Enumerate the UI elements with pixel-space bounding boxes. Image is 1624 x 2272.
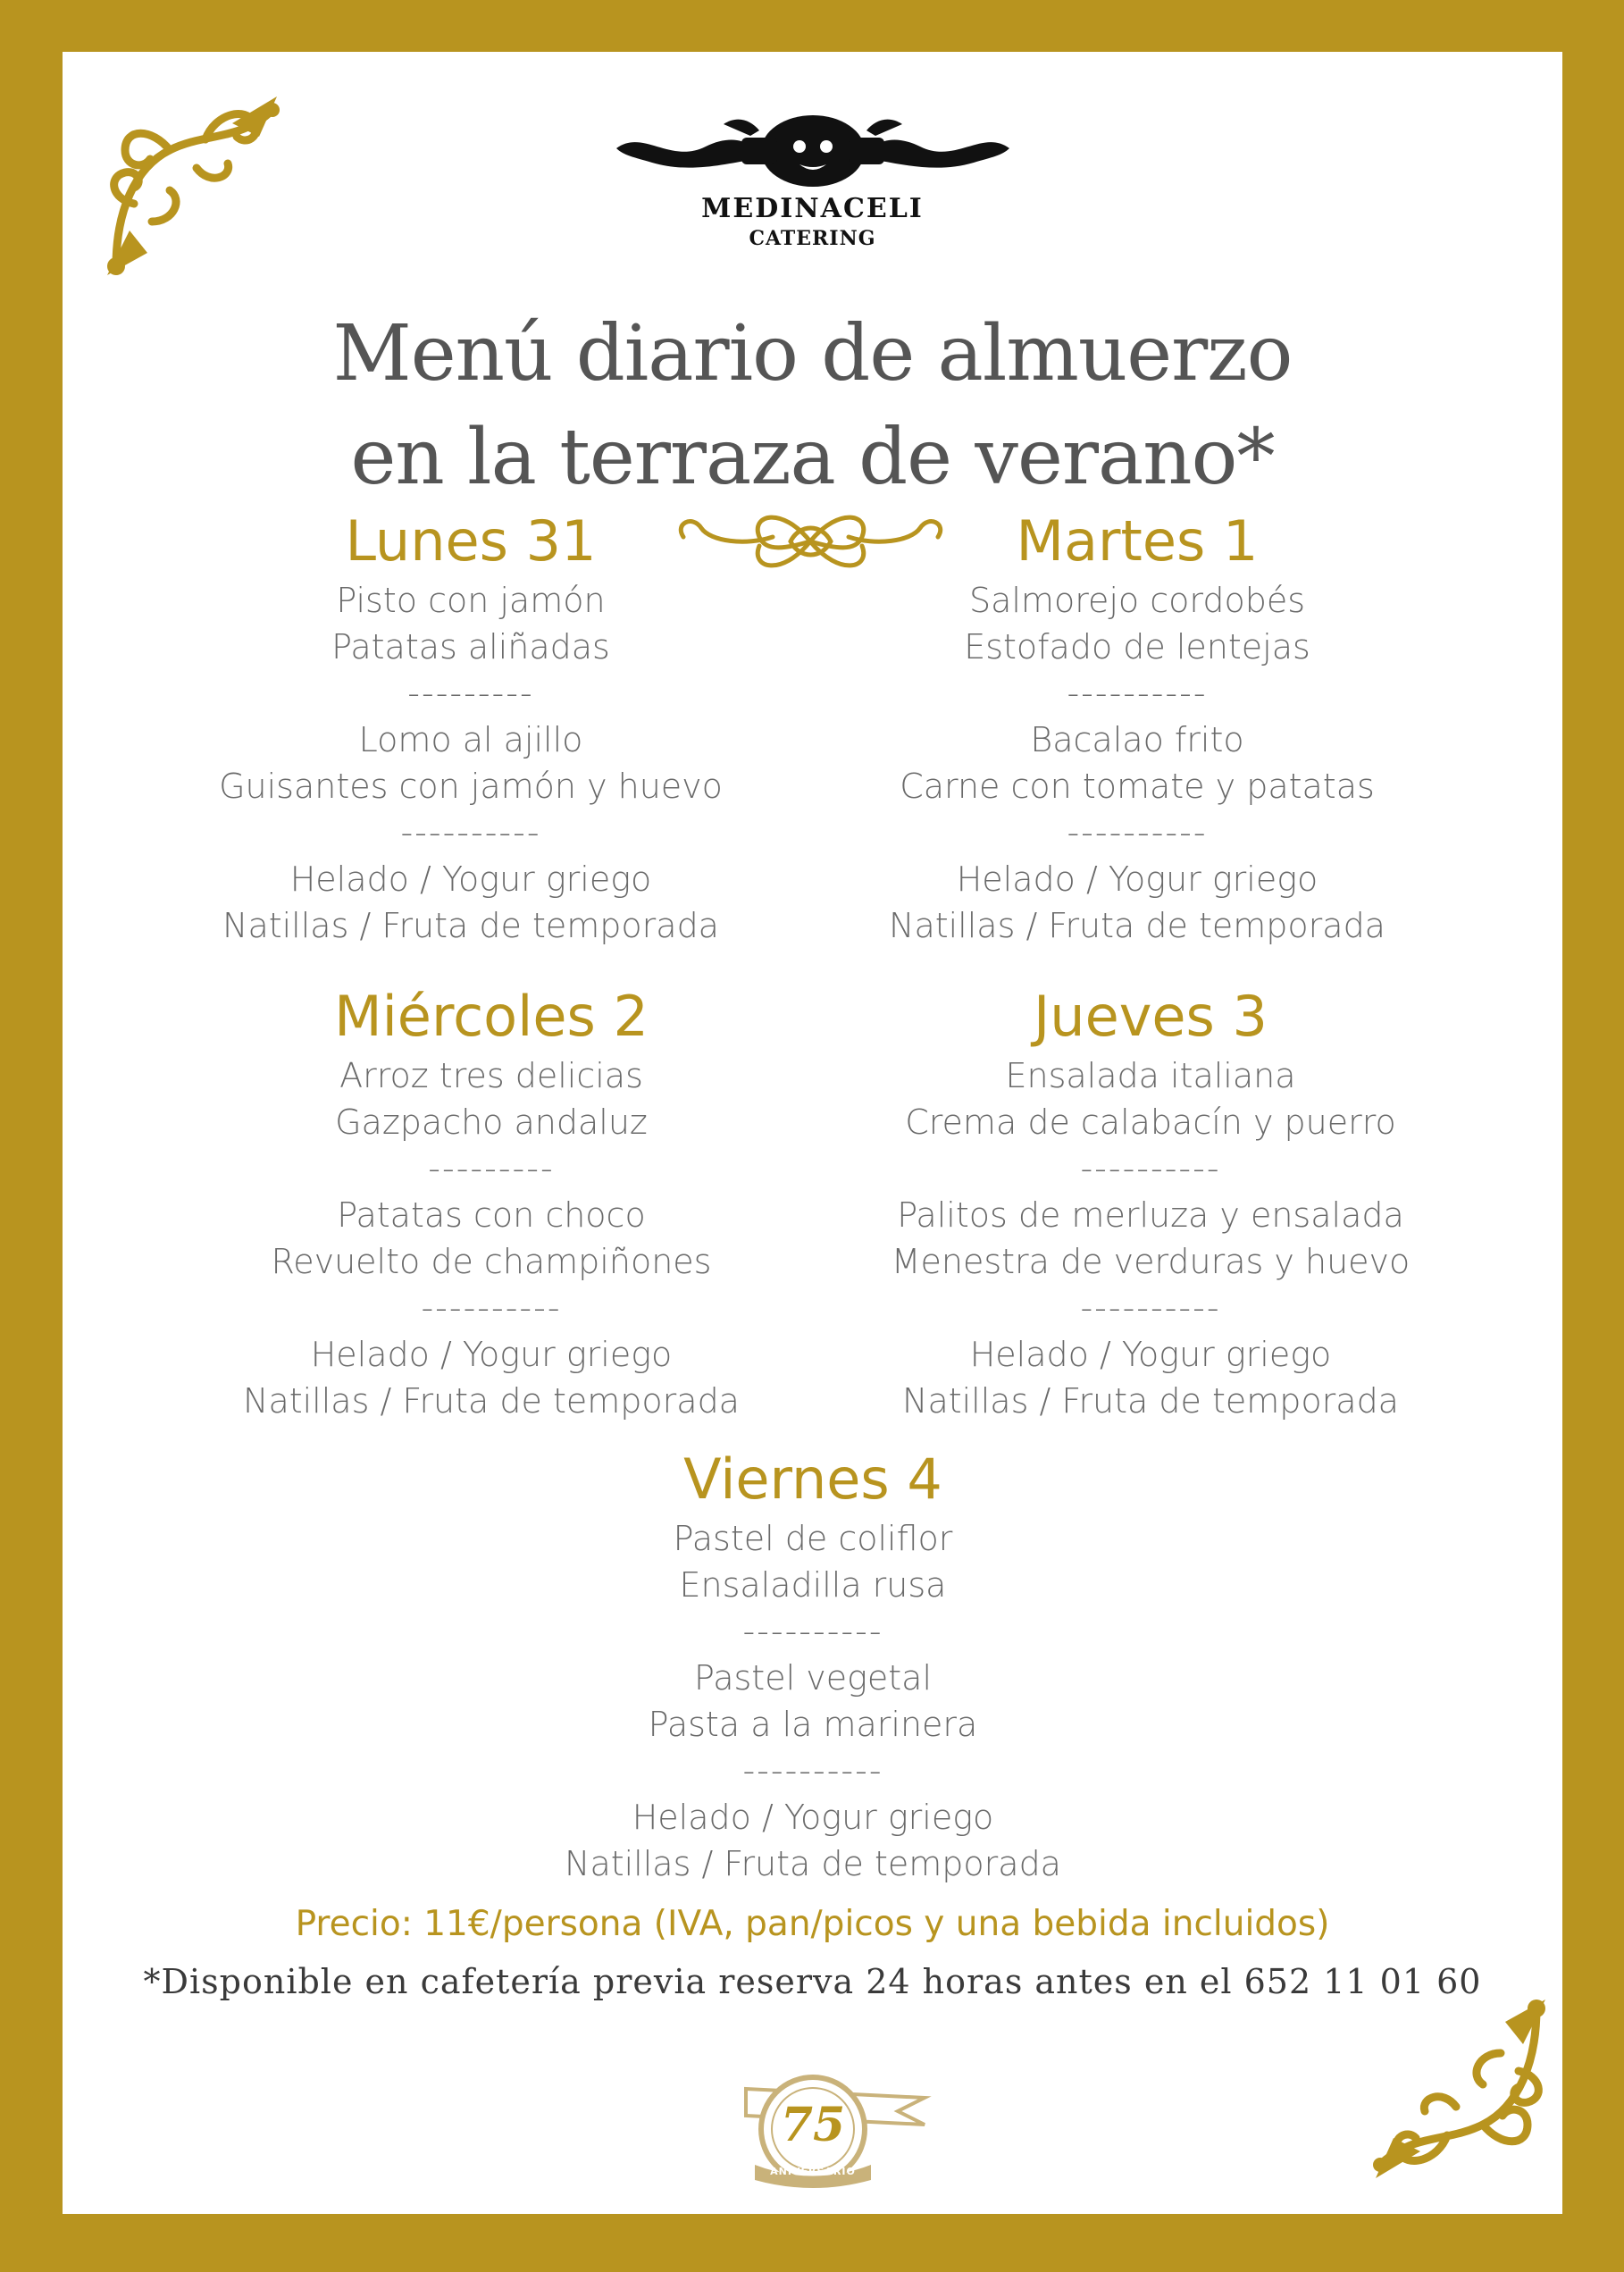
emblem-label: ANIVERSARIO — [770, 2166, 856, 2177]
dish-item: Palitos de merluza y ensalada — [897, 1195, 1404, 1235]
course-separator: ---------- — [1067, 813, 1208, 852]
title-line-1: Menú diario de almuerzo — [332, 309, 1293, 398]
dish-item: Patatas con choco — [337, 1195, 646, 1235]
course-separator: --------- — [407, 674, 534, 713]
dish-item: Natillas / Fruta de temporada — [889, 906, 1385, 945]
dish-item: Carne con tomate y patatas — [900, 767, 1375, 806]
dish-item: Helado / Yogur griego — [956, 859, 1318, 899]
day-viernes — [473, 1444, 1152, 1887]
dish-item: Pisto con jamón — [336, 581, 606, 620]
dish-item: Natillas / Fruta de temporada — [222, 906, 719, 945]
dish-item: Menestra de verduras y huevo — [891, 1242, 1411, 1281]
course-separator: ---------- — [1080, 1288, 1221, 1328]
dish-item: Pastel de coliflor — [673, 1519, 953, 1558]
dish-item: Revuelto de champiñones — [271, 1242, 712, 1281]
dish-item: Pasta a la marinera — [648, 1705, 978, 1744]
dish-item: Crema de calabacín y puerro — [905, 1102, 1396, 1142]
corner-ornament-icon — [98, 88, 290, 280]
dish-item: Bacalao frito — [1030, 720, 1244, 759]
dish-item: Helado / Yogur griego — [289, 859, 652, 899]
brand-name: MEDINACELI — [701, 193, 924, 224]
dish-item: Helado / Yogur griego — [969, 1335, 1332, 1374]
dish-item: Natillas / Fruta de temporada — [565, 1844, 1061, 1883]
course-separator: ---------- — [1067, 674, 1208, 713]
dish-item: Salmorejo cordobés — [968, 581, 1306, 620]
course-separator: --------- — [428, 1149, 555, 1188]
dish-item: Ensalada italiana — [1005, 1056, 1296, 1095]
day-title: Viernes 4 — [683, 1446, 942, 1512]
dish-item: Guisantes con jamón y huevo — [219, 767, 723, 806]
dish-item: Estofado de lentejas — [964, 627, 1310, 667]
corner-ornament-icon — [1362, 1995, 1554, 2187]
course-separator: ---------- — [742, 1751, 883, 1790]
dish-item: Gazpacho andaluz — [335, 1102, 648, 1142]
dish-item: Ensaladilla rusa — [679, 1565, 947, 1605]
day-title: Lunes 31 — [345, 508, 597, 574]
reservation-note: *Disponible en cafetería previa reserva 24 horas antes en el 652 11 01 60 — [143, 1962, 1482, 2001]
day-title: Martes 1 — [1016, 508, 1259, 574]
page-title — [63, 302, 1562, 509]
logo-crest-icon — [616, 111, 1009, 191]
course-separator: ---------- — [400, 813, 541, 852]
brand-subtitle: CATERING — [749, 227, 876, 250]
dish-item: Patatas aliñadas — [331, 627, 610, 667]
day-title: Miércoles 2 — [334, 984, 649, 1049]
anniversary-emblem-icon — [728, 2062, 942, 2196]
course-separator: ---------- — [421, 1288, 562, 1328]
day-lunes — [131, 506, 810, 949]
course-separator: ---------- — [1080, 1149, 1221, 1188]
day-title: Jueves 3 — [1033, 984, 1268, 1049]
dish-item: Helado / Yogur griego — [632, 1798, 994, 1837]
dish-item: Pastel vegetal — [694, 1658, 932, 1698]
menu-page — [63, 52, 1562, 2214]
price-line: Precio: 11€/persona (IVA, pan/picos y una bebida incluidos) — [295, 1904, 1330, 1944]
day-miercoles — [152, 981, 831, 1424]
emblem-number: 75 — [780, 2098, 846, 2152]
course-separator: ---------- — [742, 1612, 883, 1651]
dish-item: Natillas / Fruta de temporada — [902, 1381, 1399, 1421]
dish-item: Natillas / Fruta de temporada — [243, 1381, 740, 1421]
dish-item: Helado / Yogur griego — [310, 1335, 673, 1374]
title-line-2: en la terraza de verano* — [350, 413, 1275, 502]
dish-item: Arroz tres delicias — [339, 1056, 643, 1095]
dish-item: Lomo al ajillo — [358, 720, 583, 759]
day-jueves — [811, 981, 1490, 1424]
day-martes — [798, 506, 1477, 949]
